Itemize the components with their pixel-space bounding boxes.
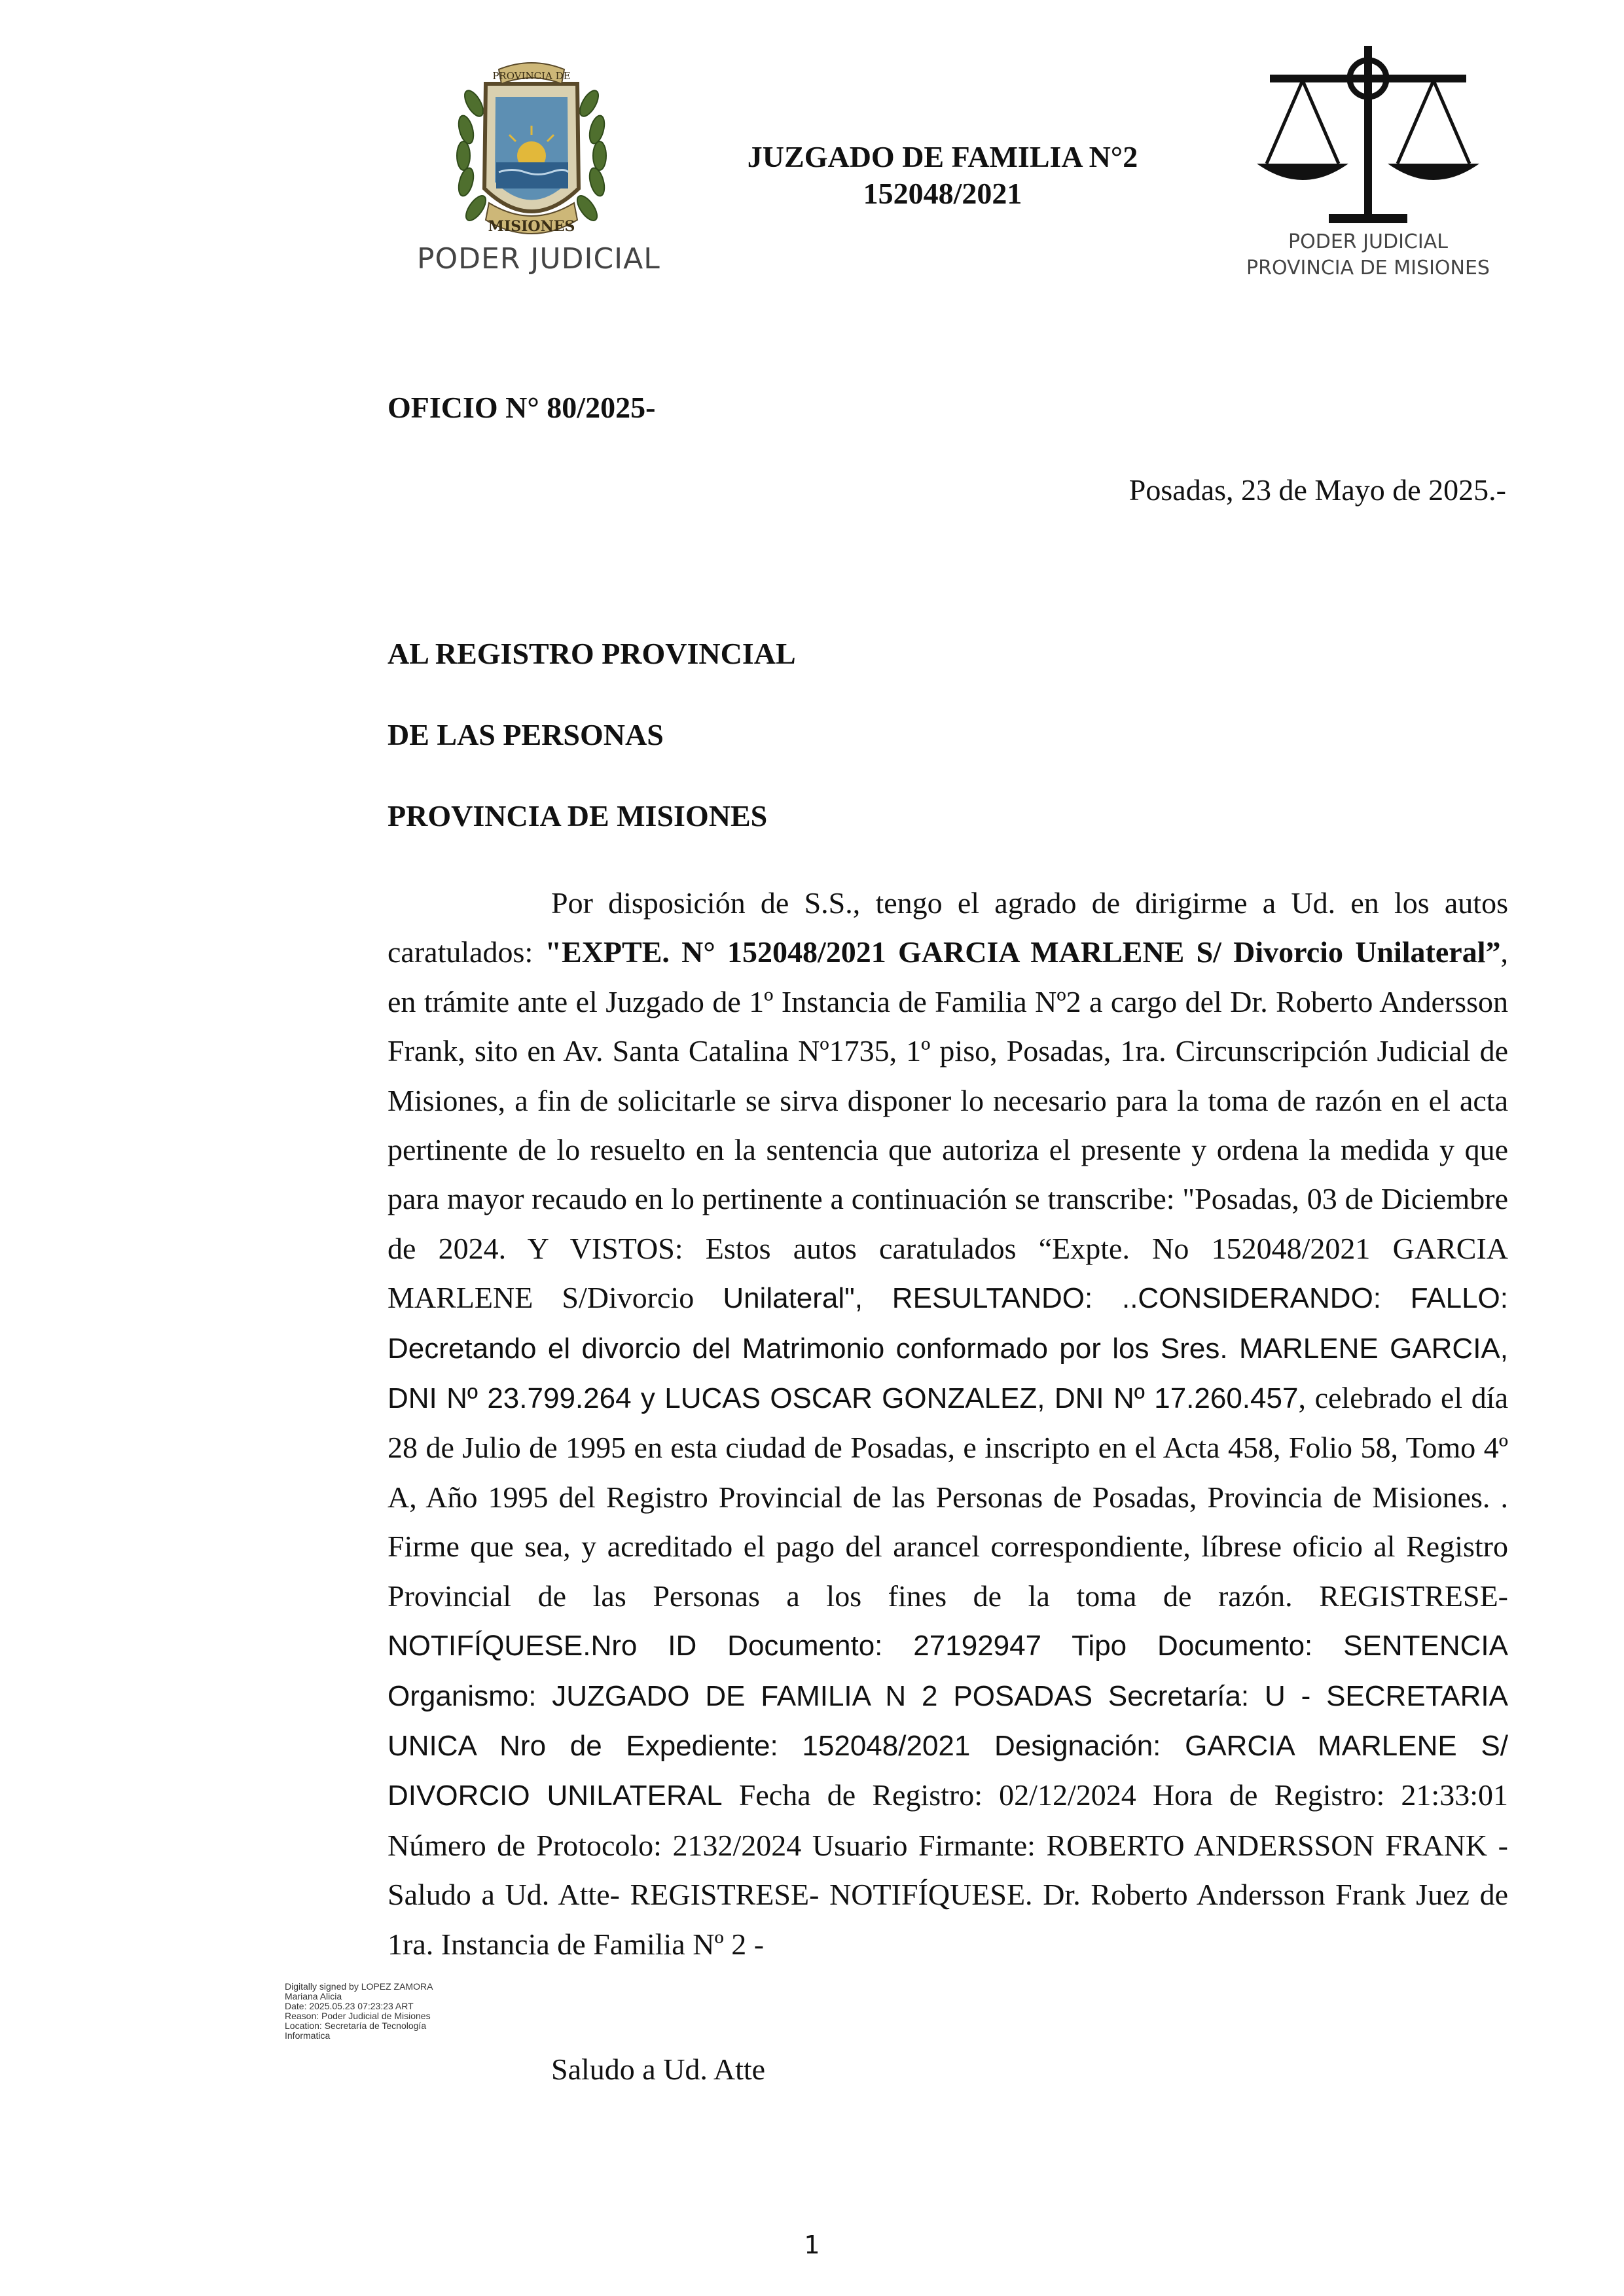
body-marriage-details: , celebrado el día 28 de Julio de 1995 en esta ciudad de Posadas, e inscripto en el Acta 458, Folio 58, Tomo 4º A, Año 1995 del Registro Provincial de las Personas de Posadas, Provincia de Misiones. . Firme que sea, y acreditado el pago del arancel correspondiente, líbrese oficio al Registro Provincial de las Personas a los fines de la toma de razón. REGISTRESE-	[388, 1381, 1508, 1613]
closing-salutation: Saludo a Ud. Atte	[551, 2053, 766, 2086]
signature-line-6: Informatica	[285, 2030, 331, 2041]
right-logo-caption-line2: PROVINCIA DE MISIONES	[1246, 257, 1490, 279]
recipient-line-2: DE LAS PERSONAS	[388, 718, 664, 751]
court-name: JUZGADO DE FAMILIA N°2	[747, 140, 1138, 173]
signature-line-2: Mariana Alicia	[285, 1991, 342, 2001]
recipient-line-1: AL REGISTRO PROVINCIAL	[388, 637, 796, 670]
signature-line-5: Location: Secretaría de Tecnología	[285, 2020, 427, 2031]
body-paragraph	[388, 878, 1508, 1969]
provincial-seal-icon	[401, 58, 662, 254]
case-number: 152048/2021	[863, 177, 1022, 210]
seal-bottom-ribbon-text: MISIONES	[488, 218, 575, 235]
signature-line-4: Reason: Poder Judicial de Misiones	[285, 2011, 431, 2021]
body-ruling: Unilateral", RESULTANDO: ..CONSIDERANDO: FALLO: Decretando el divorcio del Matrimonio conformado por los Sres. MARLENE GARCIA, DNI Nº 23.799.264 y LUCAS OSCAR GONZALEZ, DNI Nº 17.260.457	[388, 1282, 1508, 1415]
body-closing-details: Fecha de Registro: 02/12/2024 Hora de Registro: 21:33:01 Número de Protocolo: 2132/2024 Usuario Firmante: ROBERTO ANDERSSON FRANK - Saludo a Ud. Atte- REGISTRESE- NOTIFÍQUESE. Dr. Roberto Andersson Frank Juez de 1ra. Instancia de Familia Nº 2 -	[388, 1778, 1508, 1961]
body-court-details: , en trámite ante el Juzgado de 1º Instancia de Familia Nº2 a cargo del Dr. Roberto Andersson Frank, sito en Av. Santa Catalina Nº1735, 1º piso, Posadas, 1ra. Circunscripción Judicial de Misiones, a fin de solicitarle se sirva disponer lo necesario para la toma de razón en el acta pertinente de lo resuelto en la sentencia que autoriza el presente y ordena la medida y que para mayor recaudo en lo pertinente a continuación se transcribe: "Posadas, 03 de Diciembre de 2024. Y VISTOS: Estos autos caratulados “Expte. No 152048/2021 GARCIA MARLENE S/Divorcio	[388, 935, 1508, 1315]
signature-line-1: Digitally signed by LOPEZ ZAMORA	[285, 1981, 433, 1992]
poder-judicial-seal-logo	[401, 58, 662, 283]
scales-of-justice-icon	[1231, 43, 1506, 226]
right-logo-caption-line1: PODER JUDICIAL	[1288, 230, 1448, 253]
body-intro: Por disposición de S.S., tengo el agrado de dirigirme a Ud. en los autos caratulados:	[388, 886, 1508, 969]
right-logo-caption	[1231, 229, 1506, 281]
poder-judicial-scales-logo	[1231, 43, 1506, 285]
seal-top-ribbon-text: PROVINCIA DE	[492, 70, 571, 82]
page-number: 1	[804, 2231, 820, 2259]
document-date: Posadas, 23 de Mayo de 2025.-	[1128, 473, 1506, 507]
case-title: "EXPTE. N° 152048/2021 GARCIA MARLENE S/ Divorcio Unilateral”	[545, 935, 1501, 969]
body-document-metadata: NOTIFÍQUESE.Nro ID Documento: 27192947 Tipo Documento: SENTENCIA Organismo: JUZGADO DE FAMILIA N 2 POSADAS Secretaría: U - SECRETARIA UNICA Nro de Expediente: 152048/2021 Designación: GARCIA MARLENE S/ DIVORCIO UNILATERAL	[388, 1630, 1508, 1812]
signature-line-3: Date: 2025.05.23 07:23:23 ART	[285, 2001, 414, 2011]
left-logo-caption: PODER JUDICIAL	[417, 242, 660, 276]
oficio-number: OFICIO N° 80/2025-	[388, 391, 656, 424]
document-header	[655, 139, 1231, 212]
digital-signature-stamp	[285, 1982, 507, 2041]
document-body	[388, 878, 1508, 1969]
recipient-line-3: PROVINCIA DE MISIONES	[388, 799, 768, 833]
